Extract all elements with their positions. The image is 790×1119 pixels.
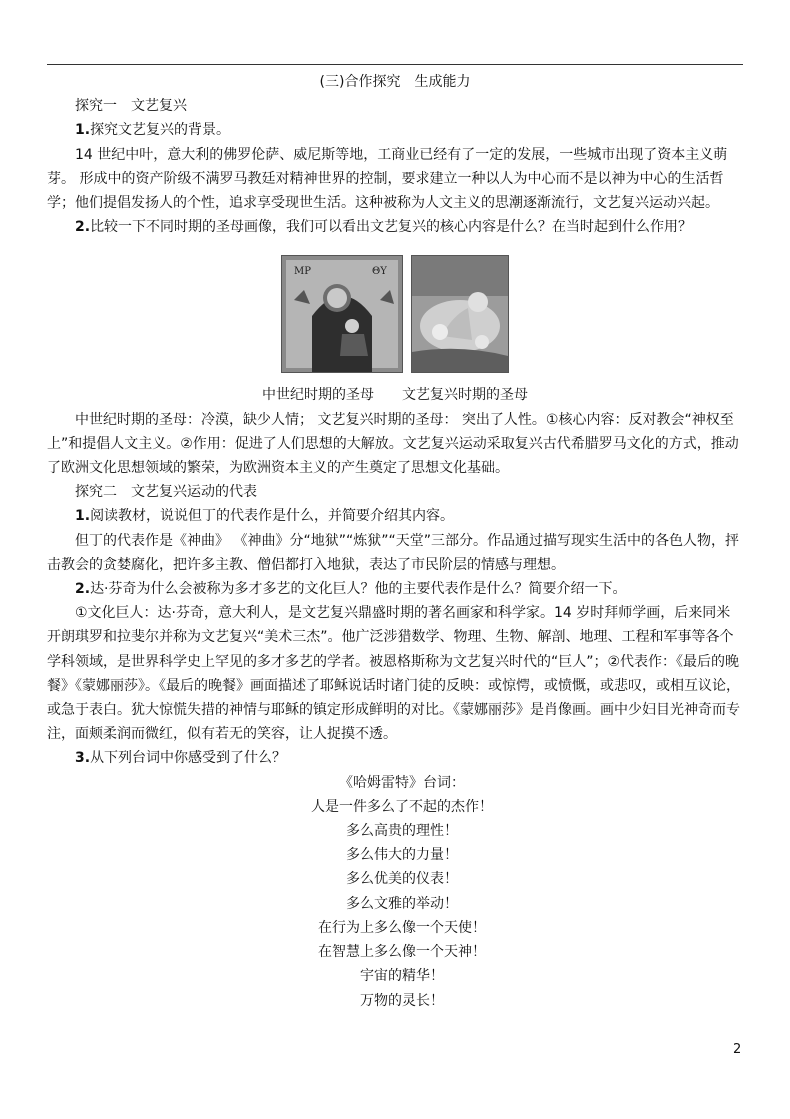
question-text: 达·芬奇为什么会被称为多才多艺的文化巨人？他的主要代表作是什么？简要介绍一下。 [90,581,627,598]
icon-mark-right: ΘΥ [372,266,387,278]
poem-line: 多么高贵的理性！ [346,823,458,840]
question-number: 1. [75,508,91,525]
inquiry2-question3 [47,746,743,770]
question-number: 3. [75,750,91,767]
question-number: 2. [75,581,91,598]
inquiry2-question2 [47,577,743,601]
question-text: 探究文艺复兴的背景。 [90,122,231,139]
inquiry2-answer2: ①文化巨人：达·芬奇，意大利人，是文艺复兴鼎盛时期的著名画家和科学家。14 岁时拜师学画，后来同米开朗琪罗和拉斐尔并称为文艺复兴“美术三杰”。他广泛涉猎数学、物理、生物、解剖、地理、工程和军事等各个学科领域，是世界科学史上罕见的多才多艺的学者。被恩格斯称为文艺复兴时代的“巨人”；②代表作：《最后的晚餐》《蒙娜丽莎》。《最后的晚餐》画面描述了耶稣说话时诸门徒的反映：或惊愕，或愤慨，或悲叹，或相互议论，或急于表白。犹大惊慌失措的神情与耶稣的镇定形成鲜明的对比。《蒙娜丽莎》是肖像画。画中少妇目光神奇而专注，面颊柔润而微红，似有若无的笑容，让人捉摸不透。 [47,605,740,743]
inquiry2-title: 探究二 文艺复兴运动的代表 [75,484,257,501]
section-title: (三)合作探究 生成能力 [319,74,471,90]
icon-mark-left: ΜΡ [294,266,311,278]
question-number: 2. [75,219,91,236]
poem-line: 《哈姆雷特》台词： [339,774,465,791]
poem-line: 万物的灵长！ [360,992,444,1009]
page-number: 2 [733,1042,742,1057]
poem-line: 多么伟大的力量！ [346,847,458,864]
poem-line: 在智慧上多么像一个天神！ [318,944,486,961]
inquiry2-question1 [47,504,743,528]
hamlet-quote [61,771,743,1013]
inquiry1-question1 [47,118,743,142]
question-text: 比较一下不同时期的圣母画像，我们可以看出文艺复兴的核心内容是什么？在当时起到什么作用？ [90,219,693,236]
inquiry2-answer1: 但丁的代表作是《神曲》 《神曲》分“地狱”“炼狱”“天堂”三部分。作品通过描写现实生活中的各色人物，抨击教会的贪婪腐化，把许多主教、僧侣都打入地狱，表达了市民阶层的情感与理想。 [47,532,739,573]
header-rule [47,64,743,65]
poem-line: 在行为上多么像一个天使！ [318,919,486,936]
question-text: 从下列台词中你感受到了什么？ [90,750,287,767]
document-body [47,70,743,1013]
madonna-figures [47,255,743,373]
inquiry1-title: 探究一 文艺复兴 [75,98,187,115]
poem-line: 多么文雅的举动！ [346,895,458,912]
inquiry1-question2 [47,215,743,239]
renaissance-madonna-image [411,255,509,373]
question-text: 阅读教材，说说但丁的代表作是什么，并简要介绍其内容。 [90,508,455,525]
poem-line: 多么优美的仪表！ [346,871,458,888]
question-number: 1. [75,122,91,139]
inquiry1-answer2: 中世纪时期的圣母：冷漠，缺少人情； 文艺复兴时期的圣母： 突出了人性。①核心内容：反对教会“神权至上”和提倡人文主义。②作用：促进了人们思想的大解放。文艺复兴运动采取复兴古代希腊罗马文化的方式，推动了欧洲文化思想领域的繁荣，为欧洲资本主义的产生奠定了思想文化基础。 [47,411,739,477]
inquiry1-answer1: 14 世纪中叶，意大利的佛罗伦萨、威尼斯等地，工商业已经有了一定的发展，一些城市出现了资本主义萌芽。 形成中的资产阶级不满罗马教廷对精神世界的控制，要求建立一种以人为中心而不是以神为中心的生活哲学；他们提倡发扬人的个性，追求享受现世生活。这种被称为人文主义的思潮逐渐流行，文艺复兴运动兴起。 [47,146,728,212]
poem-line: 人是一件多么了不起的杰作！ [311,798,493,815]
poem-line: 宇宙的精华！ [360,968,444,985]
figure-caption: 中世纪时期的圣母 文艺复兴时期的圣母 [262,387,528,404]
medieval-madonna-image [281,255,403,373]
